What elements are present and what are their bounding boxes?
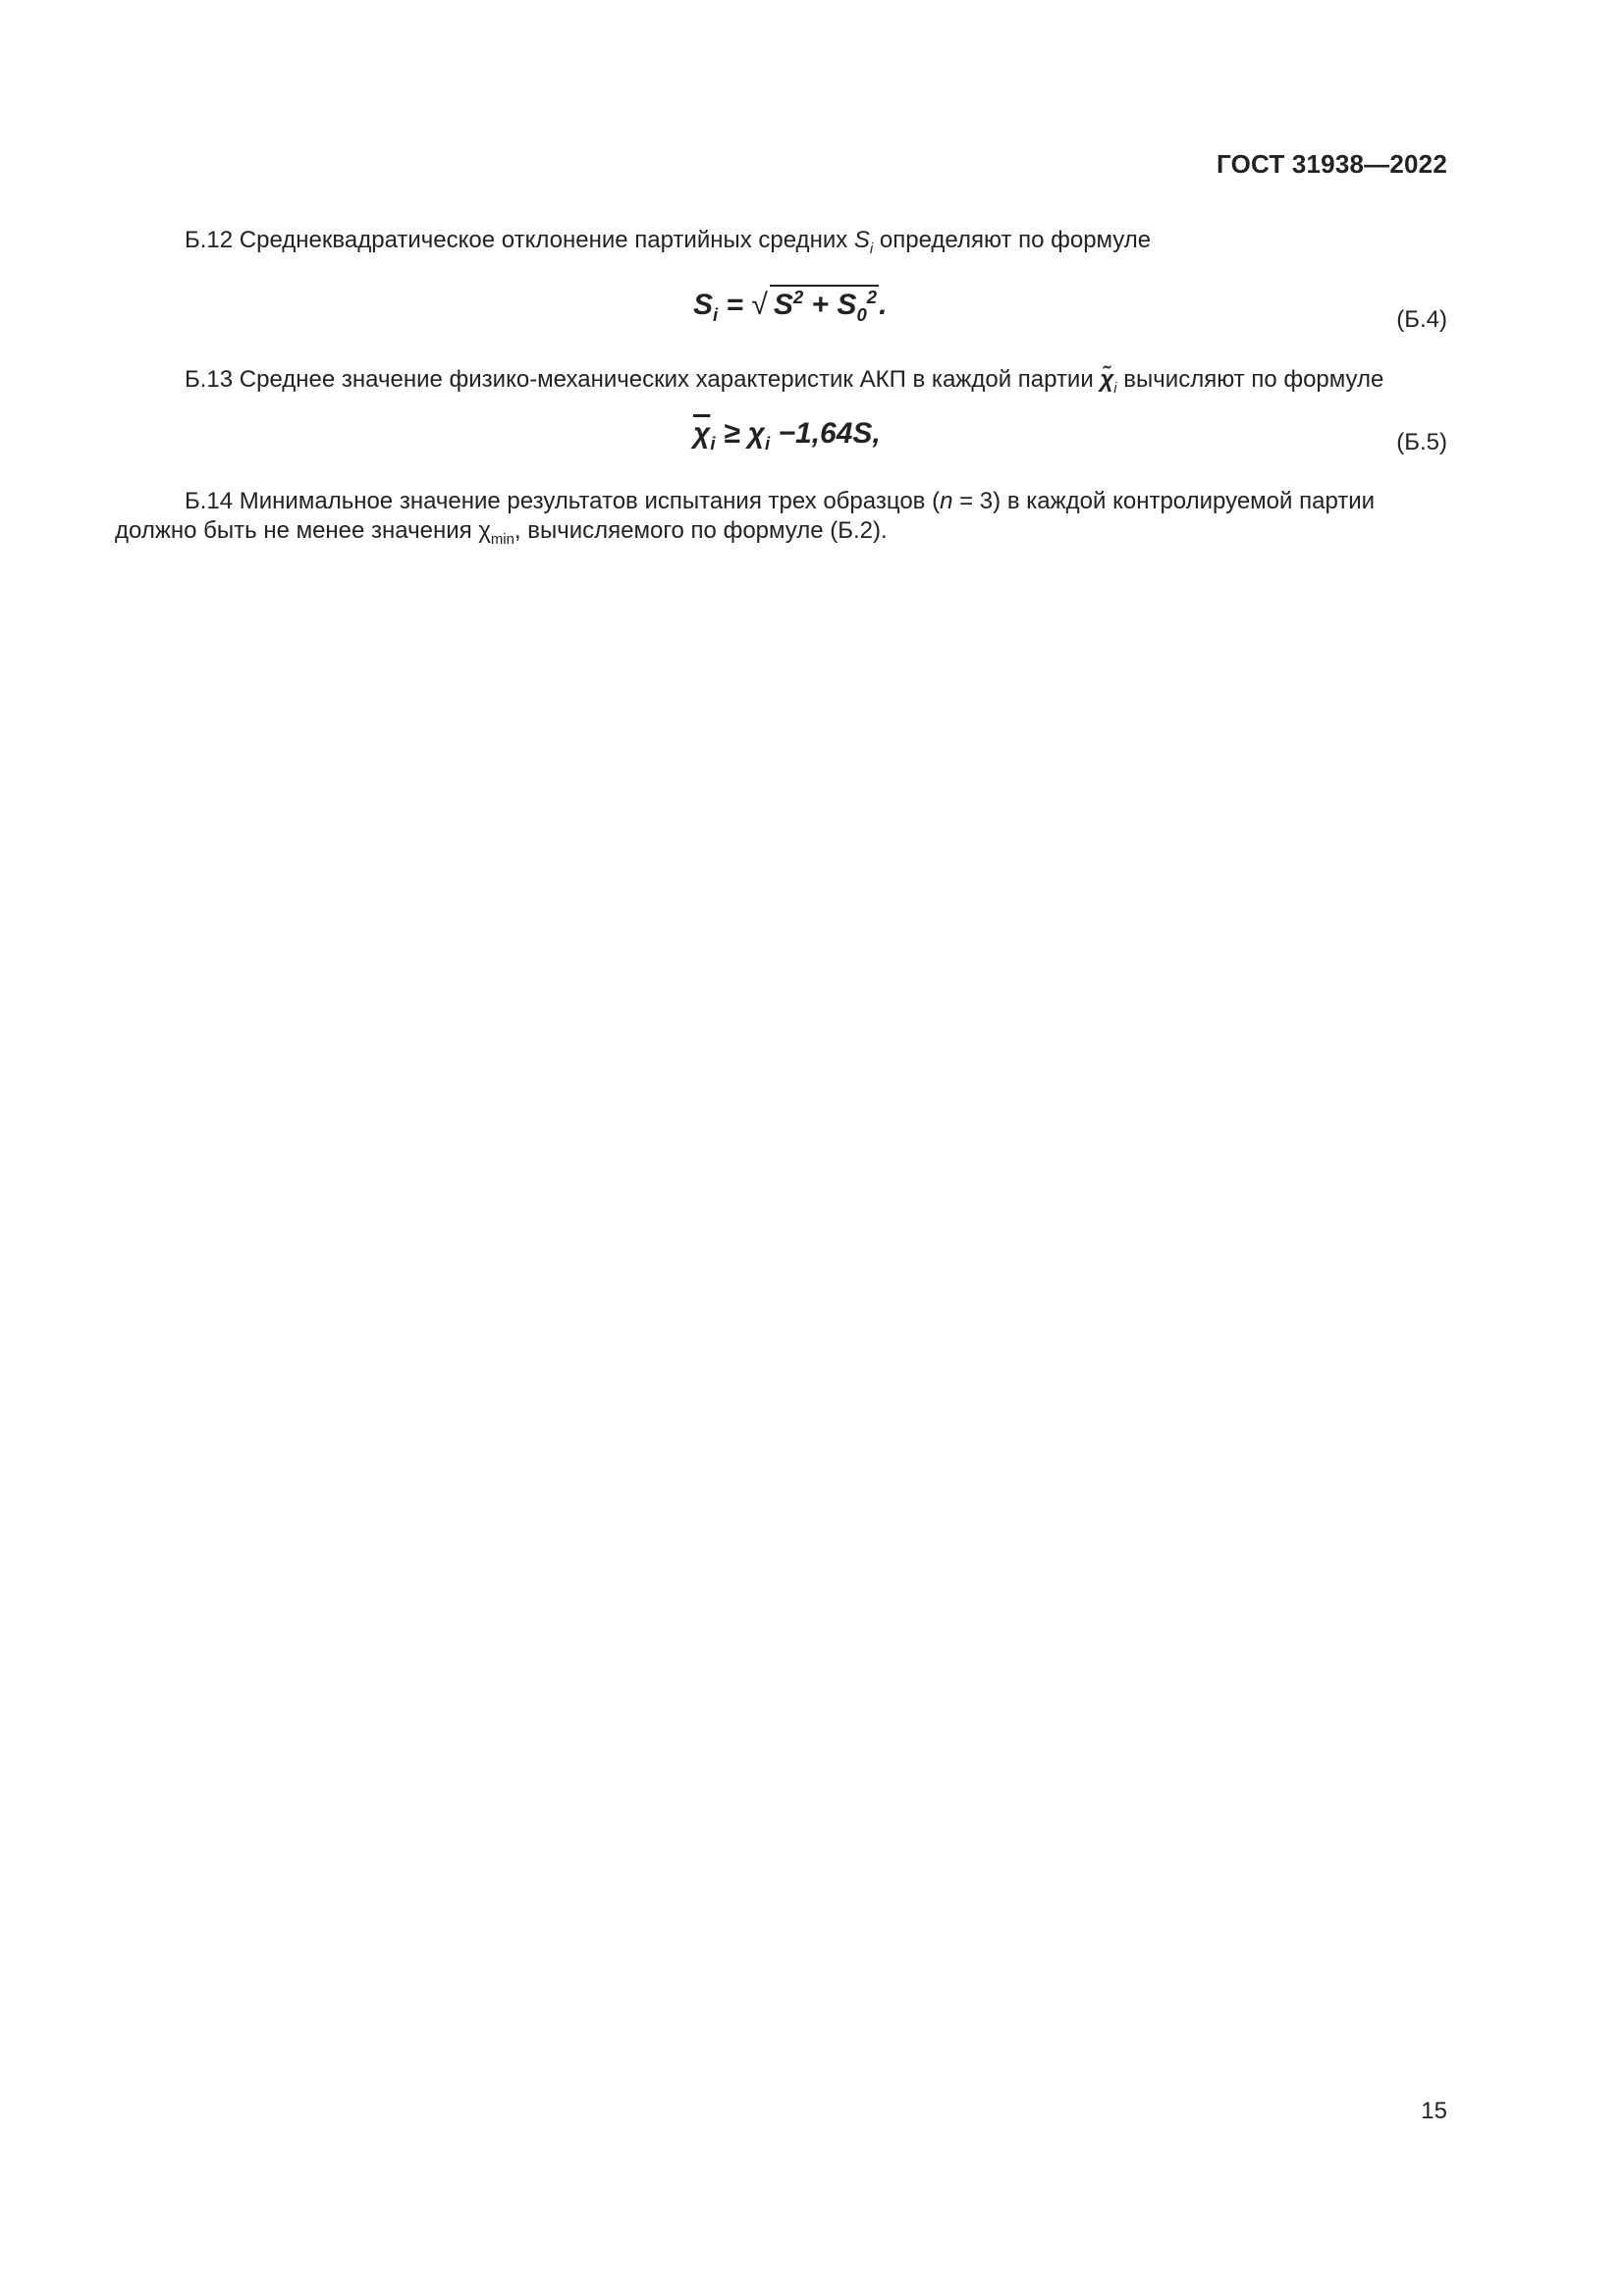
f5-lhs: $\overline{\chi}$: [693, 417, 711, 450]
f5-rest-var: S: [852, 417, 873, 450]
f4-s2-sup: 2: [866, 287, 878, 307]
b14-line2-before: должно быть не менее значения χ: [115, 517, 491, 544]
f4-s2-sub: 0: [856, 304, 867, 325]
b13-text-before: Б.13 Среднее значение физико-механических характеристик АКП в каждой партии: [185, 366, 1101, 393]
paragraph-b12: [185, 226, 1151, 264]
paragraph-b14-line1: [185, 487, 1375, 516]
b13-sub: i: [1113, 380, 1117, 397]
b14-line1-before: Б.14 Минимальное значение результатов испытания трех образцов (: [185, 488, 941, 514]
f5-rhs: χ: [747, 417, 765, 450]
f4-end: .: [879, 289, 888, 321]
b13-var: χ̃: [1100, 366, 1114, 393]
b14-line2-after: , вычисляемого по формуле (Б.2).: [514, 517, 888, 544]
equation-number-b5: (Б.5): [1396, 429, 1447, 455]
f5-op: ≥: [715, 417, 748, 450]
f5-end: ,: [872, 417, 881, 450]
f4-eq: =: [718, 289, 752, 321]
f5-rhs-sub: i: [765, 433, 771, 454]
paragraph-b13: [185, 365, 1383, 403]
b12-sub: i: [869, 240, 874, 257]
f5-lhs-sub: i: [710, 433, 716, 454]
sqrt-icon: √: [751, 289, 768, 321]
b14-n: n: [940, 488, 953, 514]
f4-plus: +: [803, 289, 838, 321]
b12-text-after: определяют по формуле: [873, 227, 1152, 253]
page-number: 15: [1421, 2098, 1447, 2124]
document-code: ГОСТ 31938—2022: [1217, 149, 1447, 179]
formula-b4: [693, 285, 887, 326]
equation-number-b4: (Б.4): [1396, 306, 1447, 333]
f4-s1-sup: 2: [792, 287, 804, 307]
b14-line1-after: = 3) в каждой контролируемой партии: [952, 488, 1376, 514]
f4-lhs: S: [693, 289, 714, 321]
f4-s2: S: [837, 289, 857, 321]
f4-lhs-sub: i: [713, 304, 719, 325]
formula-b5: [693, 417, 881, 454]
b13-text-after: вычисляют по формуле: [1116, 366, 1384, 393]
f4-s1: S: [773, 289, 793, 321]
b14-line2-sub: min: [490, 531, 514, 548]
f5-rest: −1,64: [770, 417, 853, 450]
paragraph-b14-line2: [115, 516, 888, 555]
b12-text-before: Б.12 Среднеквадратическое отклонение партийных средних: [185, 227, 854, 253]
b12-var: S: [853, 227, 870, 253]
f4-radicand: [770, 285, 879, 326]
